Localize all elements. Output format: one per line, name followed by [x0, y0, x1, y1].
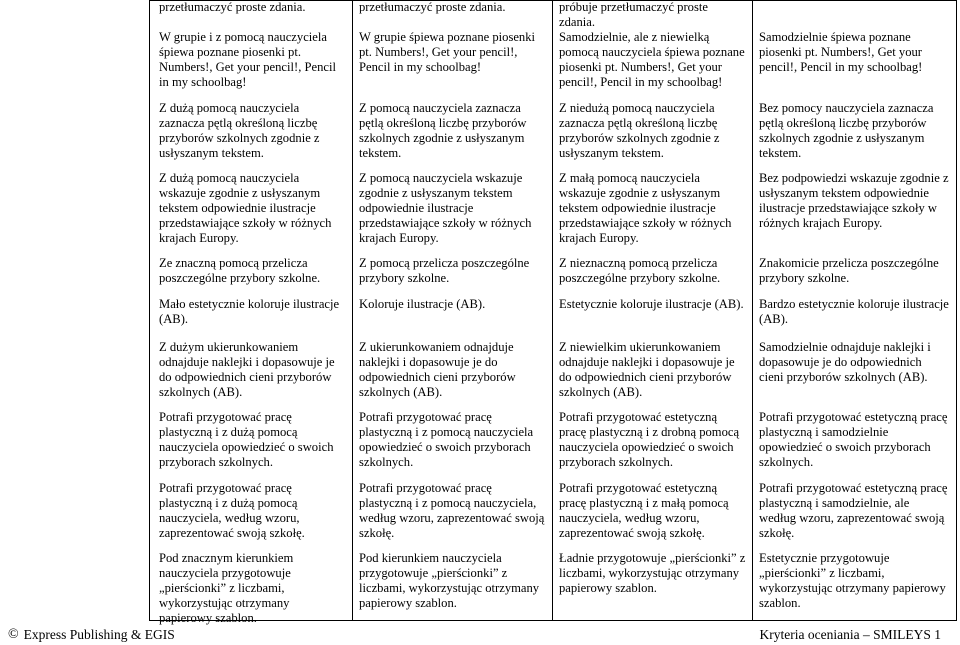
criterion-cell: Z niewielkim ukierunkowaniem odnajduje naklejki i dopasowuje je do odpowiednich cieni przyborów szkolnych (AB). — [559, 340, 735, 399]
criterion-cell: Koloruje ilustracje (AB). — [359, 297, 486, 311]
criterion-cell: Potrafi przygotować estetyczną pracę plastyczną i z drobną pomocą nauczyciela opowiedzieć o swoich przyborach szkolnych. — [559, 410, 740, 469]
criterion-cell: Z pomocą nauczyciela zaznacza pętlą określoną liczbę przyborów szkolnych zgodnie z usłyszanym tekstem. — [359, 101, 527, 160]
criterion-cell: Z ukierunkowaniem odnajduje naklejki i dopasowuje je do odpowiednich cieni przyborów szkolnych (AB). — [359, 340, 516, 399]
criterion-cell: Estetycznie koloruje ilustracje (AB). — [559, 297, 744, 311]
footer-title: Kryteria oceniania – SMILEYS 1 — [759, 627, 941, 642]
criterion-cell: Z pomocą przelicza poszczególne przybory szkolne. — [359, 256, 530, 285]
criterion-cell: Potrafi przygotować pracę plastyczną i z dużą pomocą nauczyciela, według wzoru, zaprezentować swoją szkołę. — [159, 481, 305, 540]
criterion-cell: Z dużym ukierunkowaniem odnajduje naklejki i dopasowuje je do odpowiednich cieni przyborów szkolnych (AB). — [159, 340, 335, 399]
criterion-cell: Samodzielnie odnajduje naklejki i dopasowuje je do odpowiednich cieni przyborów szkolnych (AB). — [759, 340, 931, 384]
criterion-cell: Bez pomocy nauczyciela zaznacza pętlą określoną liczbę przyborów szkolnych zgodnie z usłyszanym tekstem. — [759, 101, 934, 160]
criterion-cell: Estetycznie przygotowuje „pierścionki” z liczbami, wykorzystując otrzymany papierowy szablon. — [759, 551, 946, 610]
criterion-cell: Potrafi przygotować estetyczną pracę plastyczną i samodzielnie, ale według wzoru, zaprezentować swoją szkołę. — [759, 481, 948, 540]
criterion-cell: Z dużą pomocą nauczyciela wskazuje zgodnie z usłyszanym tekstem odpowiednie ilustracje przedstawiające szkoły w różnych krajach Europy. — [159, 171, 332, 245]
page-footer — [0, 626, 960, 644]
criterion-cell: W grupie i z pomocą nauczyciela śpiewa poznane piosenki pt. Numbers!, Get your pencil!, Pencil in my schoolbag! — [159, 30, 336, 89]
criterion-cell: Potrafi przygotować pracę plastyczną i z pomocą nauczyciela opowiedzieć o swoich przyborach szkolnych. — [359, 410, 534, 469]
criterion-cell: Ładnie przygotowuje „pierścionki” z liczbami, wykorzystując otrzymany papierowy szablon. — [559, 551, 746, 595]
criterion-cell: Ze znaczną pomocą przelicza poszczególne przybory szkolne. — [159, 256, 321, 285]
criterion-cell: Z nieznaczną pomocą przelicza poszczególne przybory szkolne. — [559, 256, 721, 285]
footer-publisher: Express Publishing & EGIS — [23, 627, 175, 642]
column-divider — [956, 0, 957, 620]
footer-publisher-block — [8, 626, 175, 644]
column-divider — [352, 0, 353, 620]
criterion-cell: Potrafi przygotować estetyczną pracę plastyczną i samodzielnie opowiedzieć o swoich przyborach szkolnych. — [759, 410, 948, 469]
criterion-cell: W grupie śpiewa poznane piosenki pt. Numbers!, Get your pencil!, Pencil in my schoolbag! — [359, 30, 536, 74]
copyright-icon: © — [8, 627, 19, 642]
criterion-cell: Znakomicie przelicza poszczególne przybory szkolne. — [759, 256, 939, 285]
criterion-cell: próbuje przetłumaczyć proste zdania. — [559, 0, 708, 29]
criterion-cell: Potrafi przygotować pracę plastyczną i z pomocą nauczyciela, według wzoru, zaprezentować swoją szkołę. — [359, 481, 545, 540]
column-divider — [752, 0, 753, 620]
criterion-cell: Potrafi przygotować estetyczną pracę plastyczną i z małą pomocą nauczyciela, według wzoru, zaprezentować swoją szkołę. — [559, 481, 729, 540]
criterion-cell: Mało estetycznie koloruje ilustracje (AB). — [159, 297, 340, 326]
criterion-cell: Z pomocą nauczyciela wskazuje zgodnie z usłyszanym tekstem odpowiednie ilustracje przedstawiające szkoły w różnych krajach Europy. — [359, 171, 532, 245]
criterion-cell: Samodzielnie, ale z niewielką pomocą nauczyciela śpiewa poznane piosenki pt. Numbers!, Get your pencil!, Pencil in my schoolbag! — [559, 30, 745, 89]
column-divider — [149, 0, 150, 620]
criterion-cell: Z niedużą pomocą nauczyciela zaznacza pętlą określoną liczbę przyborów szkolnych zgodnie z usłyszanym tekstem. — [559, 101, 720, 160]
criterion-cell: Samodzielnie śpiewa poznane piosenki pt. Numbers!, Get your pencil!, Pencil in my schoolbag! — [759, 30, 923, 74]
criterion-cell: Potrafi przygotować pracę plastyczną i z dużą pomocą nauczyciela opowiedzieć o swoich przyborach szkolnych. — [159, 410, 334, 469]
criterion-cell: Bardzo estetycznie koloruje ilustracje (AB). — [759, 297, 949, 326]
criterion-cell: Pod kierunkiem nauczyciela przygotowuje „pierścionki” z liczbami, wykorzystując otrzymany papierowy szablon. — [359, 551, 540, 610]
criterion-cell: przetłumaczyć proste zdania. — [159, 0, 306, 14]
criterion-cell: Bez podpowiedzi wskazuje zgodnie z usłyszanym tekstem odpowiednie ilustracje przedstawiające szkoły w różnych krajach Europy. — [759, 171, 949, 230]
criterion-cell: Z małą pomocą nauczyciela wskazuje zgodnie z usłyszanym tekstem odpowiednie ilustracje przedstawiające szkoły w różnych krajach Europy. — [559, 171, 732, 245]
column-divider — [552, 0, 553, 620]
criterion-cell: przetłumaczyć proste zdania. — [359, 0, 506, 14]
criterion-cell: Pod znacznym kierunkiem nauczyciela przygotowuje „pierścionki” z liczbami, wykorzystując otrzymany papierowy szablon. — [159, 551, 294, 625]
criterion-cell: Z dużą pomocą nauczyciela zaznacza pętlą określoną liczbę przyborów szkolnych zgodnie z usłyszanym tekstem. — [159, 101, 320, 160]
